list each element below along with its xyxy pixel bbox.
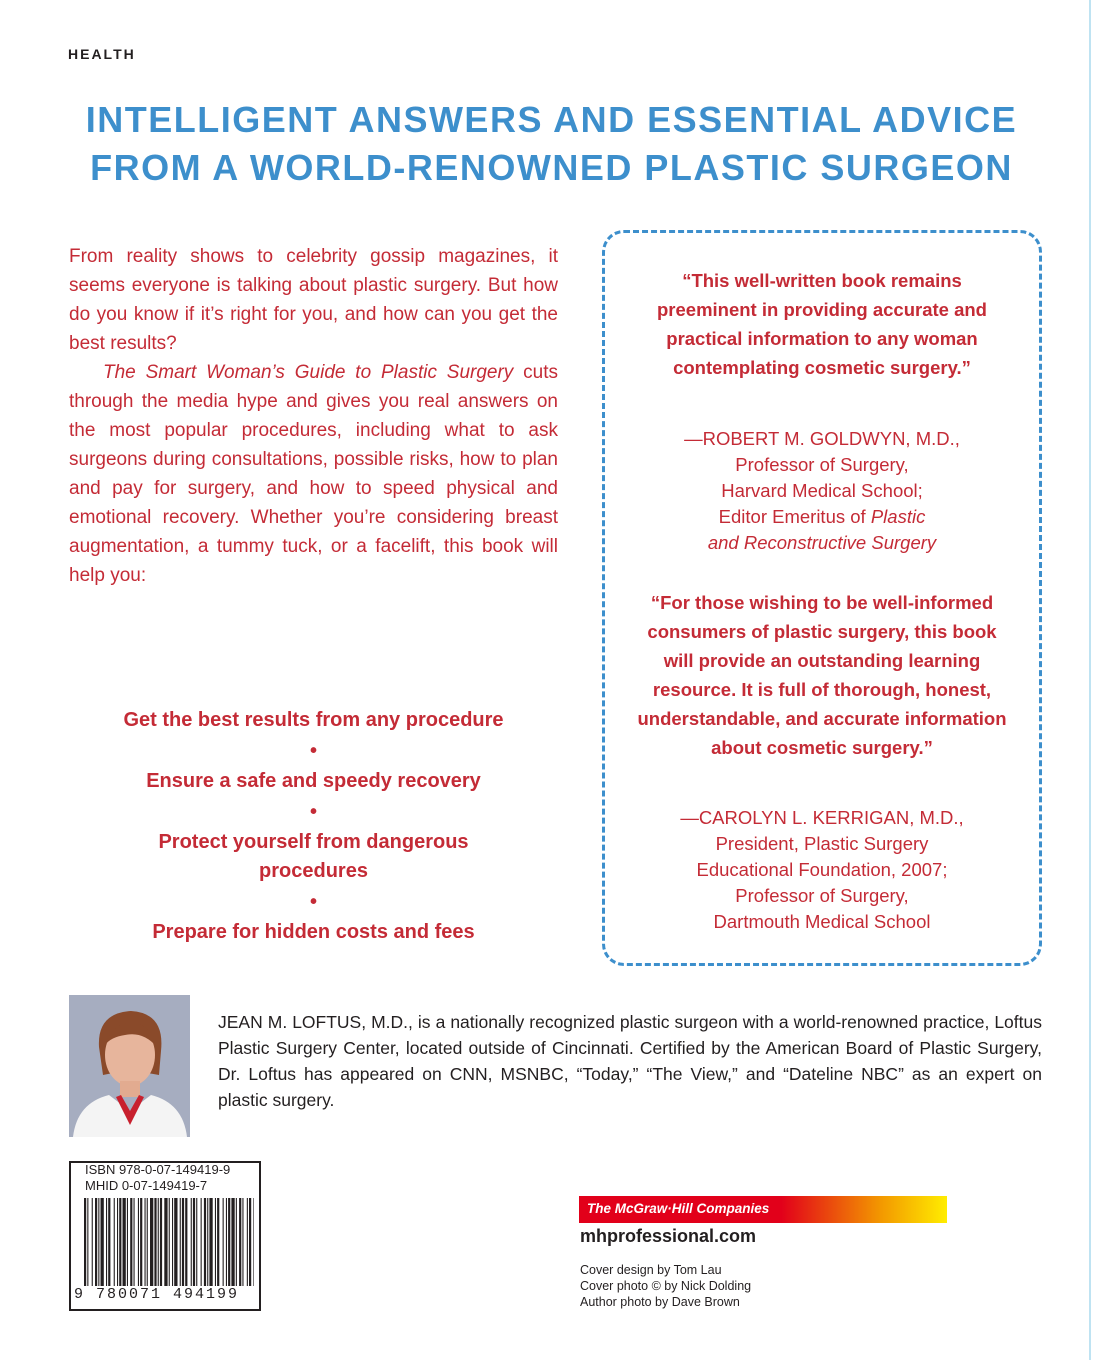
page-edge-line — [1089, 0, 1091, 1360]
publisher-url: mhprofessional.com — [580, 1226, 757, 1246]
attribution-name: —ROBERT M. GOLDWYN, M.D., — [684, 428, 960, 449]
credit-line: Cover photo © by Nick Dolding — [580, 1279, 752, 1293]
mhid-number: MHID 0-07-149419-7 — [85, 1178, 208, 1193]
attribution-line: Dartmouth Medical School — [713, 911, 931, 932]
attribution-name: —CAROLYN L. KERRIGAN, M.D., — [680, 807, 964, 828]
attribution-line: Professor of Surgery, — [735, 454, 909, 475]
author-photo — [69, 995, 190, 1137]
attribution-line: Professor of Surgery, — [735, 885, 909, 906]
testimonial-attribution-1 — [602, 426, 1042, 556]
isbn-info — [85, 1162, 230, 1194]
headline — [40, 96, 1063, 192]
intro-paragraph-2-text: cuts through the media hype and gives you real answers on the most popular procedures, including what to ask surgeons during consultations, possible risks, how to plan and pay for surgery, and how to speed physical and emotional recovery. Whether you’re considering breast augmentation, a tummy tuck, or a facelift, this book will help you: — [69, 362, 558, 586]
credit-line: Author photo by Dave Brown — [580, 1295, 740, 1309]
attribution-line: Educational Foundation, 2007; — [696, 859, 948, 880]
benefit-item: Ensure a safe and speedy recovery — [146, 770, 481, 792]
headline-line-1: INTELLIGENT ANSWERS AND ESSENTIAL ADVICE — [85, 99, 1018, 140]
publisher-name: The McGraw·Hill Companies — [587, 1201, 770, 1216]
bullet-separator: • — [309, 891, 317, 913]
book-title: The Smart Woman’s Guide to Plastic Surgery — [103, 362, 514, 383]
intro-paragraph-1: From reality shows to celebrity gossip magazines, it seems everyone is talking about plastic surgery. But how do you know if it’s right for you, and how can you get the best results? — [69, 246, 558, 354]
testimonial-quote-1: “This well-written book remains preeminent in providing accurate and practical information to any woman contemplating cosmetic surgery.” — [657, 270, 987, 378]
intro-text — [69, 242, 558, 590]
bullet-separator: • — [309, 740, 317, 762]
barcode-number: 9 780071 494199 — [74, 1286, 240, 1303]
bullet-separator: • — [309, 801, 317, 823]
headline-line-2: FROM A WORLD-RENOWNED PLASTIC SURGEON — [90, 147, 1013, 188]
attribution-line: Harvard Medical School; — [721, 480, 923, 501]
barcode — [84, 1198, 254, 1286]
isbn-number: ISBN 978-0-07-149419-9 — [85, 1162, 231, 1177]
attribution-line: President, Plastic Surgery — [715, 833, 929, 854]
attribution-line: and Reconstructive Surgery — [707, 532, 937, 553]
credit-line: Cover design by Tom Lau — [580, 1263, 722, 1277]
publisher-logo — [579, 1196, 947, 1223]
benefit-item: Protect yourself from dangerous procedures — [158, 831, 469, 882]
attribution-line: Editor Emeritus of Plastic — [718, 506, 926, 527]
benefit-item: Get the best results from any procedure — [123, 709, 504, 731]
benefit-list — [69, 706, 558, 947]
benefit-item: Prepare for hidden costs and fees — [152, 921, 475, 943]
category-label: HEALTH — [68, 46, 136, 62]
testimonial-attribution-2 — [602, 805, 1042, 935]
intro-paragraph-2 — [69, 358, 558, 590]
author-bio: JEAN M. LOFTUS, M.D., is a nationally recognized plastic surgeon with a world-renowned practice, Loftus Plastic Surgery Center, located outside of Cincinnati. Certified by the American Board of Plastic Surgery, Dr. Loftus has appeared on CNN, MSNBC, “Today,” “The View,” and “Dateline NBC” as an expert on plastic surgery. — [218, 1012, 1042, 1110]
testimonial-quote-2: “For those wishing to be well-informed consumers of plastic surgery, this book will provide an outstanding learning resource. It is full of thorough, honest, understandable, and accurate information about cosmetic surgery.” — [637, 592, 1007, 758]
photo-credits — [580, 1262, 751, 1310]
